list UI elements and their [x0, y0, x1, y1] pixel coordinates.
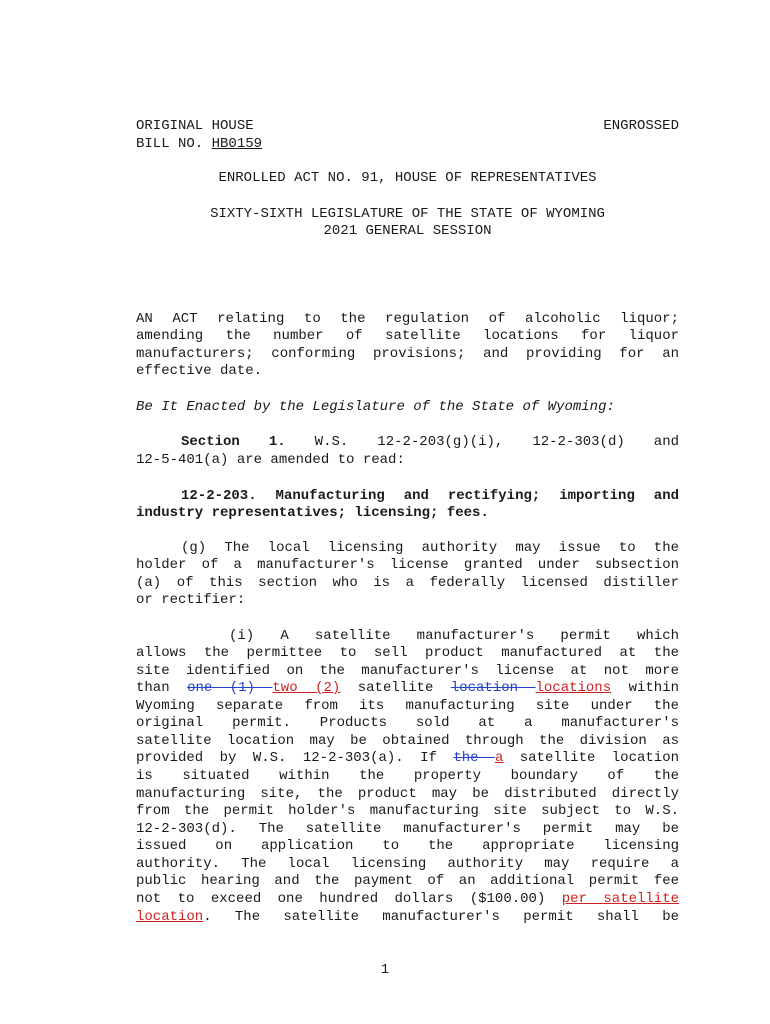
section-1-line2: 12-5-401(a) are amended to read: — [136, 452, 405, 468]
paragraph-i-line-amended — [136, 908, 679, 926]
subsection-g-line: holder of a manufacturer's license granted under subsection — [136, 557, 679, 573]
paragraph-i-line: issued on application to the appropriate licensing — [136, 838, 679, 854]
original-house-label: ORIGINAL HOUSE — [136, 118, 254, 134]
deleted-text: the — [453, 750, 495, 766]
paragraph-i-line: is situated within the property boundary of the — [136, 768, 679, 784]
section-1-line1 — [181, 433, 679, 451]
header-row — [136, 117, 679, 135]
text-run: provided by W.S. 12-2-303(a). If — [136, 750, 454, 766]
page-number: 1 — [380, 962, 390, 978]
section-1-text: W.S. 12-2-203(g)(i), 12-2-303(d) and — [285, 434, 679, 450]
paragraph-i-line: Wyoming separate from its manufacturing site under the — [136, 698, 679, 714]
section-1-label: Section 1. — [181, 434, 286, 450]
text-run: not to exceed one hundred dollars ($100.00) — [136, 891, 562, 907]
paragraph-i-line: 12-2-303(d). The satellite manufacturer's permit may be — [136, 821, 679, 837]
paragraph-i-line: original permit. Products sold at a manufacturer's — [136, 715, 679, 731]
text-run: satellite location — [503, 750, 679, 766]
inserted-text: a — [494, 750, 504, 766]
paragraph-i-line: (i) A satellite manufacturer's permit which — [229, 628, 679, 644]
subsection-g-line: or rectifier: — [136, 592, 246, 608]
session-title: 2021 GENERAL SESSION — [323, 223, 492, 239]
paragraph-i-line-amended — [136, 679, 679, 697]
text-run: within — [611, 680, 679, 696]
enrolled-act-title: ENROLLED ACT NO. 91, HOUSE OF REPRESENTATIVES — [218, 170, 597, 186]
paragraph-i-line: public hearing and the payment of an additional permit fee — [136, 873, 679, 889]
inserted-text: location — [136, 909, 204, 925]
subsection-g-line: (a) of this section who is a federally licensed distiller — [136, 575, 679, 591]
act-line: manufacturers; conforming provisions; and providing for an — [136, 346, 679, 362]
bill-number-link[interactable]: HB0159 — [211, 136, 263, 152]
bill-number-row — [136, 135, 679, 153]
paragraph-i-line-amended — [136, 890, 679, 908]
legislature-title: SIXTY-SIXTH LEGISLATURE OF THE STATE OF WYOMING — [210, 206, 605, 222]
paragraph-i-line: from the permit holder's manufacturing site subject to W.S. — [136, 803, 679, 819]
paragraph-i-line: authority. The local licensing authority may require a — [136, 856, 679, 872]
paragraph-i-line: allows the permittee to sell product manufactured at the — [136, 645, 679, 661]
deleted-text: location — [450, 680, 536, 696]
act-line: effective date. — [136, 363, 263, 379]
paragraph-i-line-amended — [136, 749, 679, 767]
act-line: AN ACT relating to the regulation of alcoholic liquor; — [136, 311, 679, 327]
subsection-g-line: (g) The local licensing authority may issue to the — [181, 540, 679, 556]
paragraph-i-line: manufacturing site, the product may be distributed directly — [136, 786, 679, 802]
act-line: amending the number of satellite locations for liquor — [136, 328, 679, 344]
deleted-text: one (1) — [187, 680, 273, 696]
inserted-text: locations — [535, 680, 612, 696]
inserted-text: per satellite — [561, 891, 679, 907]
paragraph-i-line: site identified on the manufacturer's license at not more — [136, 663, 679, 679]
statute-heading-line1: 12-2-203. Manufacturing and rectifying; importing and — [181, 488, 679, 504]
engrossed-label: ENGROSSED — [603, 118, 679, 134]
text-run: satellite — [340, 680, 451, 696]
bill-label: BILL NO. — [136, 136, 212, 152]
enacting-clause: Be It Enacted by the Legislature of the State of Wyoming: — [136, 399, 615, 415]
paragraph-i-line: satellite location may be obtained through the division as — [136, 733, 679, 749]
text-run: than — [136, 680, 188, 696]
text-run: . The satellite manufacturer's permit shall be — [203, 909, 679, 925]
inserted-text: two (2) — [272, 680, 341, 696]
statute-heading-line2: industry representatives; licensing; fees. — [136, 505, 489, 521]
